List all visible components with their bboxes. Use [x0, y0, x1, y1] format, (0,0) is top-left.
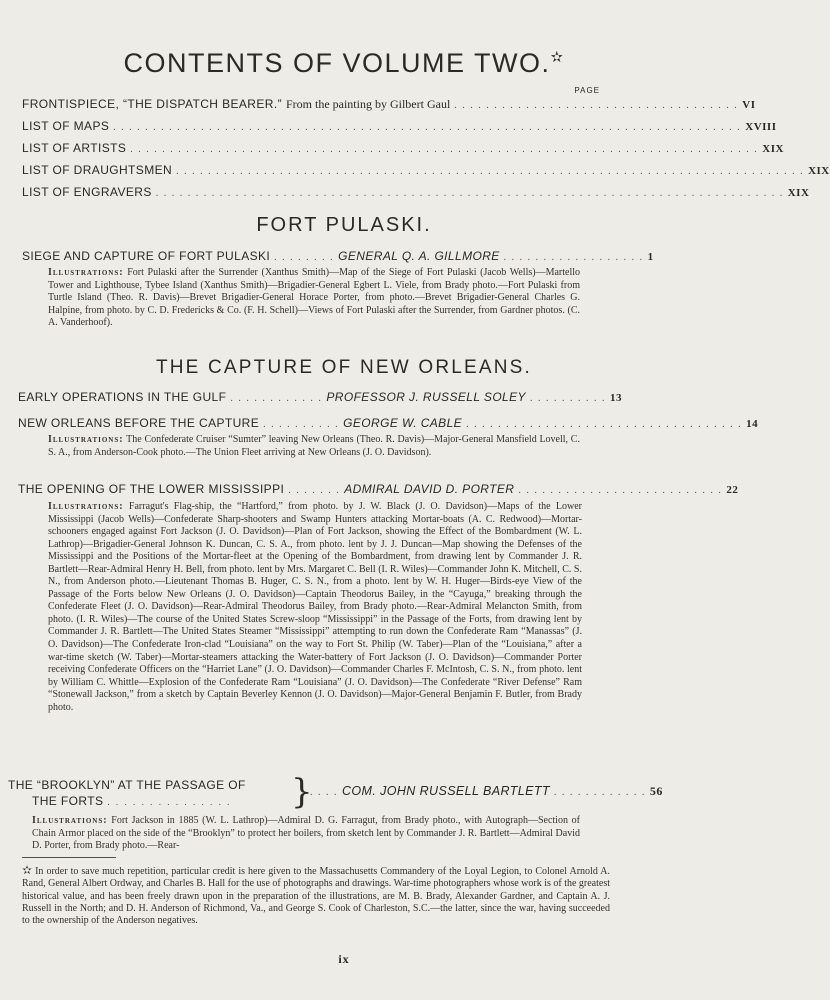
entry-page: 13 [609, 392, 622, 404]
leader-dots: . . . . . . . . . . [529, 393, 606, 404]
front-matter-note: From the painting by Gilbert Gaul [285, 97, 451, 111]
entry-title-line-2-wrap [8, 793, 246, 811]
front-matter-row-maps [22, 119, 777, 133]
front-matter-page: XIX [787, 187, 810, 199]
leader-dots: . . . . . . . . . . . . . . . [107, 797, 232, 808]
entry-title-line-2: THE FORTS [32, 794, 104, 808]
illustrations-label: Illustrations: [48, 267, 124, 278]
entry-title: SIEGE AND CAPTURE OF FORT PULASKI [22, 249, 271, 263]
front-matter-page: VI [742, 99, 756, 111]
entry-author-row [310, 784, 663, 799]
front-matter-label: LIST OF MAPS [22, 119, 110, 133]
front-matter-page: XIX [762, 143, 784, 155]
leader-dots: . . . . [310, 787, 338, 798]
entry-page: 56 [649, 784, 663, 798]
leader-dots: . . . . . . . . . . . . [230, 393, 323, 404]
illustrations-label: Illustrations: [48, 501, 124, 512]
leader-dots: . . . . . . . . . . . . . . . . . . . . . . . . . . . . . . . . . . . . . . . . . . . . . . . . . . . . . . . . . . . . . . . . . . . . . . . . . . . . . . . [130, 144, 759, 155]
front-matter-row-frontispiece [22, 97, 756, 112]
front-matter-label: LIST OF DRAUGHTSMEN [22, 163, 173, 177]
leader-dots: . . . . . . . . . . . . . . . . . . . . . . . . . . [518, 485, 723, 496]
entry-author: COM. JOHN RUSSELL BARTLETT [342, 784, 550, 798]
leader-dots: . . . . . . . . . . . . . . . . . . . . . . . . . . . . . . . . . . . . . . . . . . . . . . . . . . . . . . . . . . . . . . . . . . . . . . . . . . . . . . . [176, 166, 805, 177]
section-heading-new-orleans: THE CAPTURE OF NEW ORLEANS. [155, 357, 533, 378]
illustrations-label: Illustrations: [48, 434, 124, 445]
entry-page: 14 [746, 418, 759, 430]
entry-opening-lower-mississippi [18, 482, 739, 496]
entry-new-orleans-before [18, 416, 759, 430]
entry-title-block [8, 777, 246, 811]
entry-author: ADMIRAL DAVID D. PORTER [344, 482, 515, 496]
front-matter-label: FRONTISPIECE, “THE DISPATCH BEARER.” [22, 97, 282, 111]
illustrations-text: Fort Jackson in 1885 (W. L. Lathrop)—Admiral D. G. Farragut, from Brady photo., with Autograph—Section of Chain Armor placed on the side of the “Brooklyn” to protect her boilers, from sketch lent by Commander J. R. Bartlett—Admiral David D. Porter, from Brady photo.—Rear- [32, 815, 580, 852]
illustrations-siege [48, 267, 580, 330]
front-matter-row-draughtsmen [22, 163, 830, 177]
leader-dots: . . . . . . . . . . . . . . . . . . . . . . . . . . . . . . . . . . . . . . . . . . . . . . . . . . . . . . . . . . . . . . . . . . . . . . . . . . . . . . . [113, 122, 742, 133]
page-number: ix [338, 952, 350, 966]
illustrations-label: Illustrations: [32, 815, 108, 826]
page-title [0, 48, 688, 79]
leader-dots: . . . . . . . [288, 485, 341, 496]
leader-dots: . . . . . . . . . . . . . . . . . . . . . . . . . . . . . . . . . . . . [454, 100, 739, 111]
title-text: CONTENTS OF VOLUME TWO. [123, 48, 551, 78]
entry-author: GEORGE W. CABLE [343, 416, 463, 430]
front-matter-row-engravers [22, 185, 810, 199]
leader-dots: . . . . . . . . . . . . . . . . . . . . . . . . . . . . . . . . . . . [466, 419, 743, 430]
leader-dots: . . . . . . . . . . . . . . . . . . . . . . . . . . . . . . . . . . . . . . . . . . . . . . . . . . . . . . . . . . . . . . . . . . . . . . . . . . . . . . . [155, 188, 784, 199]
title-star-mark: ✫ [550, 49, 565, 66]
entry-author: PROFESSOR J. RUSSELL SOLEY [326, 390, 526, 404]
leader-dots: . . . . . . . . . . [263, 419, 340, 430]
entry-early-operations [18, 390, 622, 404]
front-matter-page: XIX [808, 165, 830, 177]
footnote [22, 864, 610, 927]
illustrations-text: Farragut's Flag-ship, the “Hartford,” from photo. by J. W. Black (J. O. Davidson)—Maps of the Lower Mississippi (Jacob Wells)—Confederate Sharp-shooters and Swamp Hunters attacking Mortar-boats (A. C. Redwood)—Mortar-schooners engaged against Fort Jackson (J. O. Davidson)—Plan of Fort Jackson, showing the Effect of the Bombardment (W. L. Lathrop)—Brigadier-General Johnson K. Duncan, C. S. A., from photo. lent by J. J. Duncan—Map showing the Defenses of the Mississippi and the Positions of the Mortar-fleet at the Opening of the Bombardment, from drawing lent by Commander J. R. Bartlett—Rear-Admiral Henry H. Bell, from photo. lent by Mrs. Margaret C. Bell (I. R. Wiles)—Commander John K. Mitchell, C. S. N., from Anderson photo.—Lieutenant Thomas B. Huger, C. S. N., from a photo. lent by W. H. Huger—Birds-eye View of the Passage of the Forts below New Orleans (J. O. Davidson)—Captain Theodorus Bailey, in the “Cayuga,” breaking through the Confederate Fleet (J. O. Davidson)—Rear-Admiral Theodorus Bailey, from Brady photo.—Rear-Admiral Melancton Smith, from photo. (I. R. Wiles)—The course of the United States Screw-sloop “Mississippi” in the Passage of the Forts, from drawing lent by Commander J. R. Bartlett—The United States Steamer “Mississippi” attempting to run down the Confederate Ram “Manassas” (J. O. Davidson)—The Confederate Iron-clad “Louisiana” on the way to Fort St. Philip (W. Taber)—Plan of the “Louisiana,” after a war-time sketch (W. Taber)—Mortar-steamers attacking the Water-battery of Fort Jackson (J. O. Davidson)—Commander Porter receiving Confederate Officers on the “Harriet Lane” (J. O. Davidson)—Commander Charles F. McIntosh, C. S. N., from photo. lent by William C. Whittle—Explosion of the Confederate Ram “Louisiana” (J. O. Davidson)—The Confederate “River Defense” Ram “Stonewall Jackson,” from a sketch by Captain Beverley Kennon (J. O. Davidson)—Major-General Benjamin F. Butler, from Brady photo. [48, 501, 583, 713]
illustrations-text: The Confederate Cruiser “Sumter” leaving New Orleans (Theo. R. Davis)—Major-General Mansfield Lovell, C. S. A., from Anderson-Cook photo.—The Union Fleet arriving at New Orleans (J. O. Davidson). [48, 434, 580, 458]
page-column-header: PAGE [574, 86, 600, 95]
entry-title: NEW ORLEANS BEFORE THE CAPTURE [18, 416, 260, 430]
entry-siege-fort-pulaski [22, 249, 654, 263]
section-heading-fort-pulaski: FORT PULASKI. [256, 214, 432, 236]
footnote-star-mark: ✫ [22, 863, 33, 877]
illustrations-text: Fort Pulaski after the Surrender (Xanthus Smith)—Map of the Siege of Fort Pulaski (Jacob Wells)—Martello Tower and Lighthouse, Tybee Island (Xanthus Smith)—Brigadier-General Egbert L. Viele, from Brady photo.—Fort Pulaski from Turtle Island (Theo. R. Davis)—Brevet Brigadier-General Horace Porter, from photo.—Brevet Brigadier-General Charles G. Halpine, from photo. by C. D. Fredericks & Co. (F. H. Schell)—Views of Fort Pulaski after the Surrender, from Gardner photos. (C. A. Vanderhoof). [48, 267, 581, 329]
footnote-text: In order to save much repetition, particular credit is here given to the Massachusetts Commandery of the Loyal Legion, to Colonel Arnold A. Rand, General Albert Ordway, and Charles B. Hall for the use of photographs and drawings. War-time photographers whose work is of the greatest historical value, and has been freely drawn upon in the preparation of the illustrations, are M. B. Brady, Alexander Gardner, and Captain A. J. Russell in the North; and D. H. Anderson of Richmond, Va., and George S. Cook of Charleston, S.C.—the latter, since the war, having succeeded to the ownership of the Anderson negatives. [22, 866, 611, 927]
leader-dots: . . . . . . . . [274, 252, 335, 263]
front-matter-label: LIST OF ENGRAVERS [22, 185, 152, 199]
title-brace: } [291, 772, 313, 812]
front-matter-label: LIST OF ARTISTS [22, 141, 127, 155]
front-matter-page: XVIII [745, 121, 777, 133]
entry-title: THE OPENING OF THE LOWER MISSISSIPPI [18, 482, 285, 496]
entry-author: GENERAL Q. A. GILLMORE [338, 249, 500, 263]
illustrations-new-orleans-before [48, 434, 580, 459]
entry-title-line-1: THE “BROOKLYN” AT THE PASSAGE OF [8, 778, 246, 792]
illustrations-opening-lower-mississippi [48, 501, 582, 714]
leader-dots: . . . . . . . . . . . . [553, 787, 646, 798]
leader-dots: . . . . . . . . . . . . . . . . . . [503, 252, 644, 263]
footnote-rule [22, 857, 116, 858]
entry-title: EARLY OPERATIONS IN THE GULF [18, 390, 227, 404]
entry-page: 22 [726, 484, 739, 496]
front-matter-row-artists [22, 141, 784, 155]
entry-page: 1 [647, 251, 654, 263]
illustrations-brooklyn [32, 815, 580, 853]
entry-brooklyn [8, 772, 663, 813]
